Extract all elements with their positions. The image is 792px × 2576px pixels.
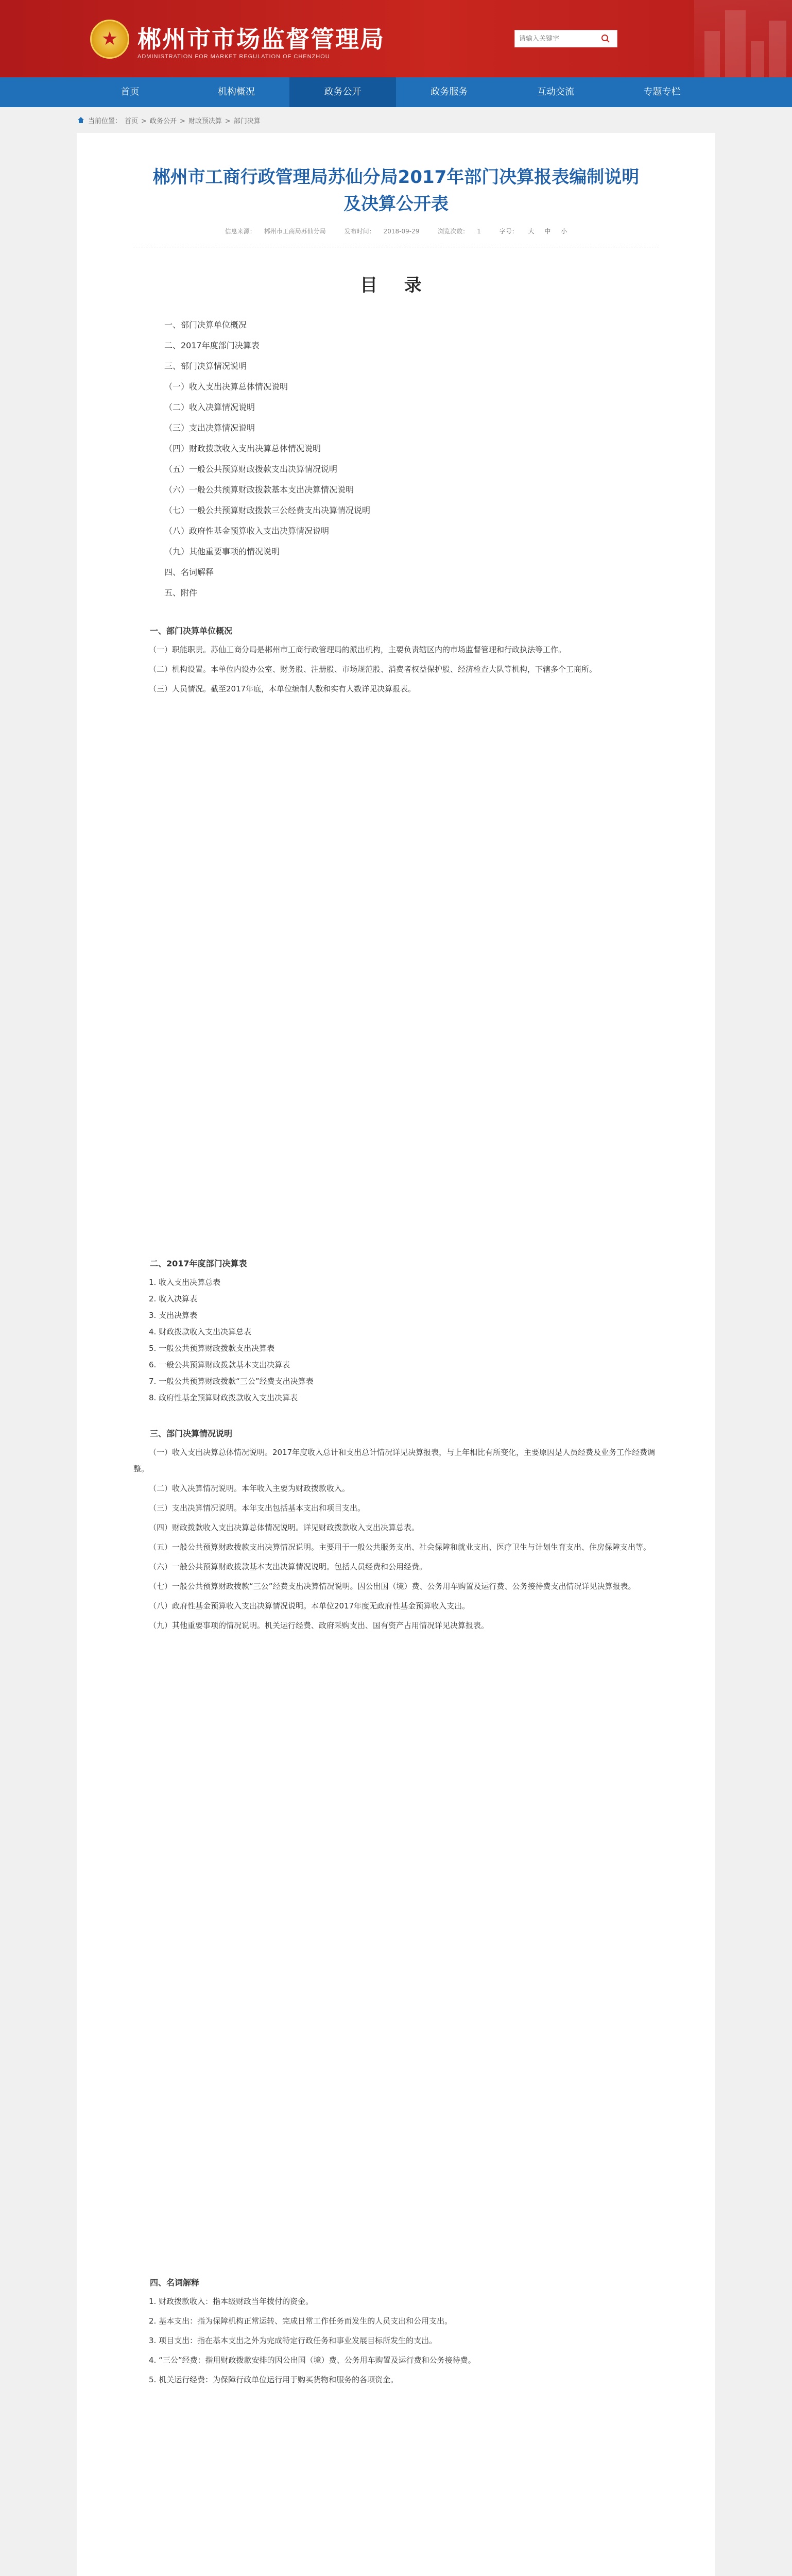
paragraph: （七）一般公共预算财政拨款“三公”经费支出决算情况说明。因公出国（境）费、公务用车购置及运行费、公务接待费支出情况详见决算报表。	[149, 1582, 636, 1591]
views-value: 1	[477, 228, 481, 235]
report-list-item: 6. 一般公共预算财政拨款基本支出决算表	[149, 1360, 290, 1369]
breadcrumb-item[interactable]: 首页	[125, 117, 139, 125]
breadcrumb-item[interactable]: 部门决算	[233, 117, 261, 125]
paragraph: 4. “三公”经费：指用财政拨款安排的因公出国（境）费、公务用车购置及运行费和公务接待费。	[149, 2355, 476, 2365]
content-block	[133, 700, 659, 1236]
nav-item[interactable]: 政务公开	[289, 77, 396, 107]
toc-item: 二、2017年度部门决算表	[164, 341, 260, 350]
toc-item: （八）政府性基金预算收入支出决算情况说明	[164, 526, 330, 536]
search-input[interactable]	[519, 35, 596, 43]
paragraph: （五）一般公共预算财政拨款支出决算情况说明。主要用于一般公共服务支出、社会保障和就业支出、医疗卫生与计划生育支出、住房保障支出等。	[149, 1543, 651, 1552]
home-icon	[77, 116, 85, 124]
breadcrumb	[77, 107, 715, 133]
section-heading: 四、名词解释	[150, 2278, 200, 2287]
section-4	[133, 2273, 659, 2388]
paragraph: （九）其他重要事项的情况说明。机关运行经费、政府采购支出、国有资产占用情况详见决算报表。	[149, 1621, 489, 1630]
toc-item: （九）其他重要事项的情况说明	[164, 547, 280, 556]
table-of-contents	[133, 315, 659, 603]
toc-item: （二）收入决算情况说明	[164, 402, 255, 412]
report-list-item: 2. 收入决算表	[149, 1294, 198, 1303]
toc-title: 目 录	[360, 275, 432, 296]
paragraph: （三）支出决算情况说明。本年支出包括基本支出和项目支出。	[149, 1503, 366, 1513]
toc-item: （四）财政拨款收入支出决算总体情况说明	[164, 444, 321, 453]
section-heading: 一、部门决算单位概况	[150, 626, 233, 636]
breadcrumb-separator: >	[141, 117, 147, 125]
paragraph: 2. 基本支出：指为保障机构正常运转、完成日常工作任务而发生的人员支出和公用支出。	[149, 2316, 453, 2326]
section-heading: 二、2017年度部门决算表	[150, 1259, 247, 1268]
toc-item: 一、部门决算单位概况	[164, 320, 247, 330]
report-list-item: 1. 收入支出决算总表	[149, 1278, 221, 1287]
toc-item: 三、部门决算情况说明	[164, 361, 247, 371]
toc-item: （一）收入支出决算总体情况说明	[164, 382, 288, 392]
article-container	[77, 133, 715, 2576]
report-list-item: 8. 政府性基金预算财政拨款收入支出决算表	[149, 1393, 298, 1402]
search-icon	[601, 34, 610, 43]
section-1	[133, 621, 659, 697]
breadcrumb-item[interactable]: 财政预决算	[188, 117, 222, 125]
breadcrumb-separator: >	[225, 117, 231, 125]
building-decoration	[694, 0, 792, 77]
content-block	[133, 1637, 659, 2255]
toc-item: 五、附件	[164, 588, 198, 598]
font-size-small[interactable]: 小	[561, 228, 567, 235]
paragraph: 3. 项目支出：指在基本支出之外为完成特定行政任务和事业发展目标所发生的支出。	[149, 2336, 437, 2345]
breadcrumb-separator: >	[179, 117, 185, 125]
toc-item: 四、名词解释	[164, 567, 214, 577]
nav-item[interactable]: 互动交流	[537, 87, 575, 97]
main-nav	[0, 77, 792, 107]
date-value: 2018-09-29	[383, 228, 420, 235]
paragraph: （六）一般公共预算财政拨款基本支出决算情况说明。包括人员经费和公用经费。	[149, 1562, 427, 1571]
report-list-item: 7. 一般公共预算财政拨款“三公”经费支出决算表	[149, 1377, 314, 1386]
toc-item: （七）一般公共预算财政拨款三公经费支出决算情况说明	[164, 505, 371, 515]
paragraph: （三）人员情况。截至2017年底，本单位编制人数和实有人数详见决算报表。	[149, 684, 416, 693]
paragraph: （四）财政拨款收入支出决算总体情况说明。详见财政拨款收入支出决算总表。	[149, 1523, 420, 1532]
breadcrumb-item[interactable]: 政务公开	[149, 117, 177, 125]
national-emblem-icon	[90, 20, 129, 59]
paragraph: 5. 机关运行经费：为保障行政单位运行用于购买货物和服务的各项资金。	[149, 2375, 399, 2384]
paragraph: （二）收入决算情况说明。本年收入主要为财政拨款收入。	[149, 1484, 350, 1493]
paragraph: （一）收入支出决算总体情况说明。2017年度收入总计和支出总计情况详见决算报表，与上年相比有所变化，主要原因是人员经费及业务工作经费调整。	[133, 1448, 656, 1473]
nav-item[interactable]: 专题专栏	[643, 87, 681, 97]
nav-item[interactable]: 政务服务	[431, 87, 468, 97]
font-size-label: 字号：	[499, 228, 518, 235]
site-subtitle: ADMINISTRATION FOR MARKET REGULATION OF CHENZHOU	[137, 54, 330, 60]
section-2	[133, 1253, 659, 1406]
site-title[interactable]: 郴州市市场监督管理局	[137, 25, 385, 53]
article-title: 郴州市工商行政管理局苏仙分局2017年部门决算报表编制说明及决算公开表	[152, 167, 640, 214]
section-3	[133, 1423, 659, 1634]
paragraph: （八）政府性基金预算收入支出决算情况说明。本单位2017年度无政府性基金预算收入支出。	[149, 1601, 470, 1611]
report-list-item: 4. 财政拨款收入支出决算总表	[149, 1327, 252, 1336]
section-heading: 三、部门决算情况说明	[150, 1429, 233, 1438]
paragraph: （二）机构设置。本单位内设办公室、财务股、注册股、市场规范股、消费者权益保护股、经济检查大队等机构，下辖多个工商所。	[149, 665, 597, 674]
content-block	[133, 2391, 659, 2576]
source-label: 信息来源：	[225, 228, 256, 235]
font-size-large[interactable]: 大	[528, 228, 535, 235]
toc-item: （三）支出决算情况说明	[164, 423, 255, 433]
font-size-medium[interactable]: 中	[544, 228, 551, 235]
date-label: 发布时间：	[344, 228, 375, 235]
search-button[interactable]	[598, 31, 613, 46]
report-list-item: 3. 支出决算表	[149, 1311, 198, 1320]
breadcrumb-item: 当前位置：	[88, 117, 122, 125]
nav-item[interactable]: 机构概况	[218, 87, 255, 97]
site-header	[0, 0, 792, 77]
toc-item: （六）一般公共预算财政拨款基本支出决算情况说明	[164, 485, 354, 495]
paragraph: 1. 财政拨款收入：指本级财政当年拨付的资金。	[149, 2297, 314, 2306]
paragraph: （一）职能职责。苏仙工商分局是郴州市工商行政管理局的派出机构，主要负责辖区内的市场监督管理和行政执法等工作。	[149, 645, 566, 654]
search-box	[514, 30, 617, 47]
article-meta	[133, 227, 659, 247]
source-value: 郴州市工商局苏仙分局	[264, 228, 326, 235]
nav-item[interactable]: 首页	[120, 87, 140, 97]
toc-item: （五）一般公共预算财政拨款支出决算情况说明	[164, 464, 338, 474]
views-label: 浏览次数：	[438, 228, 469, 235]
font-size-switch	[495, 228, 572, 235]
report-list-item: 5. 一般公共预算财政拨款支出决算表	[149, 1344, 275, 1353]
